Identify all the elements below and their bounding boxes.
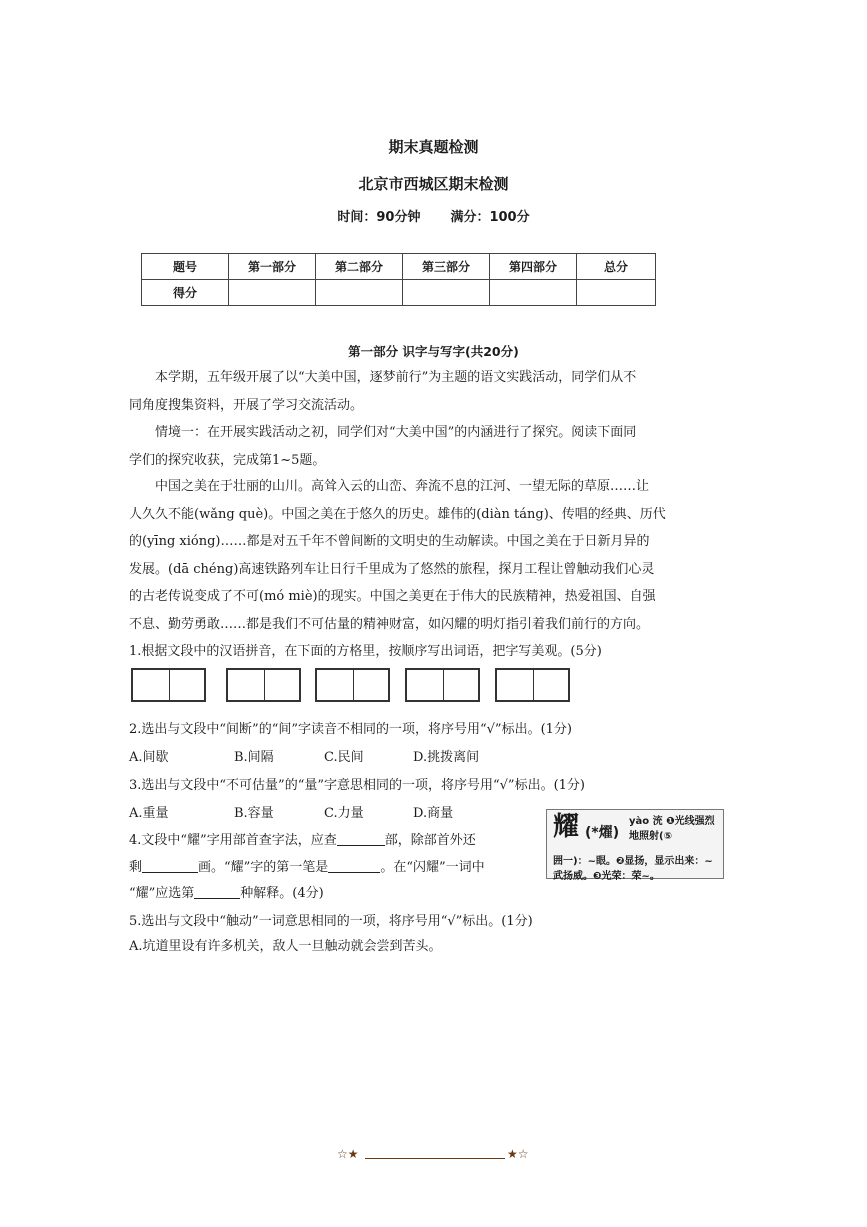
exam-info: [0, 206, 867, 225]
option-c[interactable]: C.民间: [324, 750, 364, 765]
page-title: 期末真题检测: [388, 138, 479, 156]
option-a[interactable]: A.间歇: [129, 750, 169, 765]
question-1: 1.根据文段中的汉语拼音，在下面的方格里，按顺序写出词语，把字写美观。(5分): [129, 644, 602, 659]
text-line: 同角度搜集资料，开展了学习交流活动。: [129, 397, 364, 413]
footer-ornament: [337, 1147, 532, 1166]
writing-box[interactable]: [315, 668, 390, 702]
option-b[interactable]: B.容量: [234, 806, 274, 821]
dict-char: 耀: [553, 812, 580, 842]
text-line: 人久久不能(wǎng què)。中国之美在于悠久的历史。雄伟的(diàn táng)、传唱的经典、历代: [129, 506, 666, 522]
answer-blank[interactable]: [194, 898, 240, 899]
question-4-cont: [129, 882, 324, 901]
question-4: [129, 829, 476, 848]
text-line: 中国之美在于壮丽的山川。高耸入云的山峦、奔流不息的江河、一望无际的草原……让: [155, 479, 650, 494]
text-line: 发展。(dā chéng)高速铁路列车让日行千里成为了悠然的旅程，探月工程让曾触动我们心灵: [129, 561, 655, 577]
question-4-cont: [129, 856, 485, 875]
table-row: [142, 254, 656, 280]
answer-blank[interactable]: [328, 872, 380, 873]
score-input-cell[interactable]: [490, 280, 577, 306]
option-c[interactable]: C.力量: [324, 806, 364, 821]
question-3: 3.选出与文段中“不可估量”的“量”字意思相同的一项，将序号用“√”标出。(1分): [129, 778, 585, 793]
answer-blank[interactable]: [142, 872, 198, 873]
dict-text: yào 㳘 ❶光线强烈地照射(⑤: [629, 816, 715, 842]
text-line: 的古老传说变成了不可(mó miè)的现实。中国之美更在于伟大的民族精神，热爱祖国、自强: [129, 589, 656, 604]
table-cell: 第四部分: [490, 254, 577, 280]
text-line: 本学期，五年级开展了以“大美中国，逐梦前行”为主题的语文实践活动，同学们从不: [155, 370, 637, 385]
time-info: 时间：90分钟: [337, 210, 421, 225]
text-fragment: 。在“闪耀”一词中: [380, 860, 485, 875]
answer-blank[interactable]: [337, 845, 385, 846]
text-fragment: “耀”应选第: [129, 886, 195, 901]
score-input-cell[interactable]: [403, 280, 490, 306]
option-d[interactable]: D.挑拨离间: [413, 750, 480, 765]
table-row: [142, 280, 656, 306]
text-fragment: 种解释。(4分): [240, 886, 324, 901]
text-line: 情境一：在开展实践活动之初，同学们对“大美中国”的内涵进行了探究。阅读下面同: [155, 425, 637, 440]
exam-subtitle: 北京市西城区期末检测: [358, 175, 509, 193]
dict-trad: (*燿): [585, 825, 620, 841]
option-b[interactable]: B.间隔: [234, 750, 274, 765]
writing-box[interactable]: [405, 668, 480, 702]
section-title: 第一部分 识字与写字(共20分): [348, 344, 519, 359]
context-paragraph: [129, 419, 689, 474]
option-a[interactable]: A.坑道里设有许多机关，敌人一旦触动就会尝到苦头。: [129, 939, 442, 954]
writing-box[interactable]: [226, 668, 301, 702]
text-line: 的(yīng xióng)……都是对五千年不曾间断的文明史的生动解读。中国之美在于日新月异的: [129, 534, 650, 549]
dictionary-entry: [546, 809, 724, 882]
question-2: 2.选出与文段中“间断”的“间”字读音不相同的一项，将序号用“√”标出。(1分): [129, 722, 572, 737]
divider: [365, 1158, 505, 1159]
table-cell: 第三部分: [403, 254, 490, 280]
score-input-cell[interactable]: [577, 280, 656, 306]
table-cell: 题号: [142, 254, 229, 280]
writing-box[interactable]: [131, 668, 206, 702]
text-fragment: 剩: [129, 860, 143, 875]
table-cell: 总分: [577, 254, 656, 280]
passage-paragraph: [129, 473, 689, 638]
table-cell: 得分: [142, 280, 229, 306]
text-fragment: 画。“耀”字的第一笔是: [198, 860, 329, 875]
table-cell: 第一部分: [229, 254, 316, 280]
writing-box[interactable]: [495, 668, 570, 702]
writing-grid: [131, 668, 571, 708]
dict-text: 囲一)：~眼。❷显扬，显示出来：~武扬威。❸光荣：荣~。: [553, 856, 713, 882]
option-d[interactable]: D.商量: [413, 806, 454, 821]
text-line: 学们的探究收获，完成第1~5题。: [129, 452, 326, 468]
text-fragment: 部，除部首外还: [384, 833, 476, 848]
score-info: 满分：100分: [450, 210, 530, 225]
intro-paragraph: [129, 364, 689, 419]
star-icon: ★☆: [507, 1147, 529, 1161]
text-line: 不息、勤劳勇敢……都是我们不可估量的精神财富，如闪耀的明灯指引着我们前行的方向。: [129, 616, 650, 632]
star-icon: ☆★: [337, 1147, 359, 1161]
table-cell: 第二部分: [316, 254, 403, 280]
text-fragment: 4.文段中“耀”字用部首查字法，应查: [129, 833, 337, 848]
score-table: [141, 253, 656, 306]
question-5: 5.选出与文段中“触动”一词意思相同的一项，将序号用“√”标出。(1分): [129, 914, 533, 929]
option-a[interactable]: A.重量: [129, 806, 169, 821]
score-input-cell[interactable]: [316, 280, 403, 306]
score-input-cell[interactable]: [229, 280, 316, 306]
